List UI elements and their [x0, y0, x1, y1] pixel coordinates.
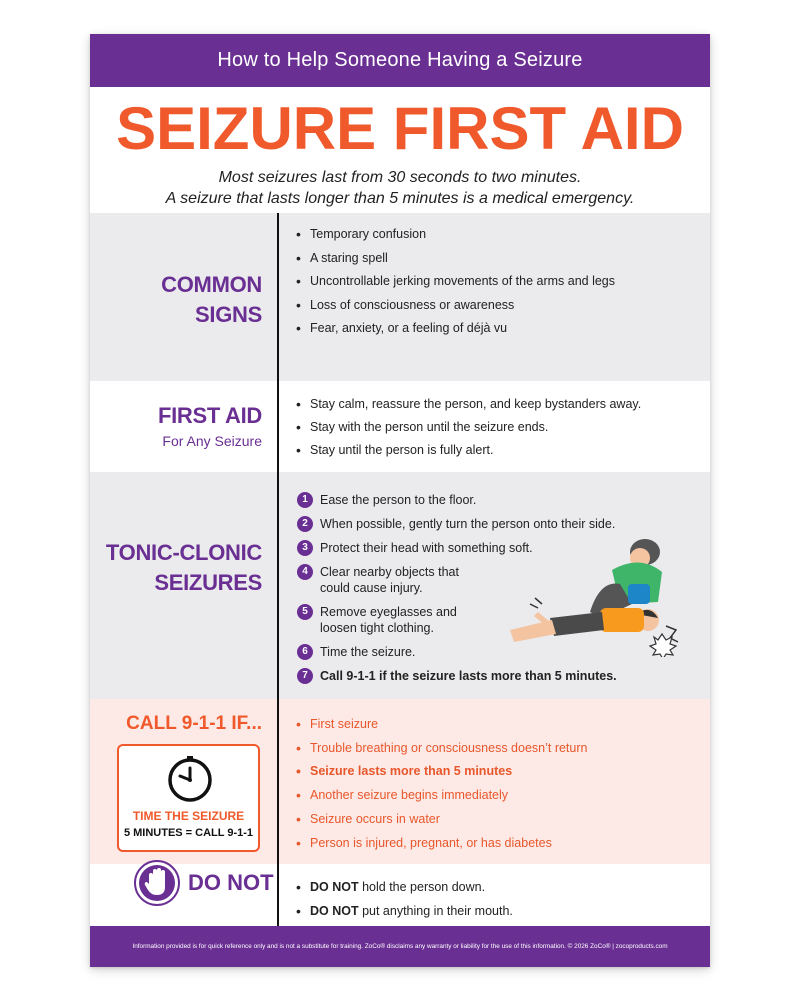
list-item: • Seizure lasts more than 5 minutes: [296, 760, 587, 784]
first-aid-label: [90, 401, 262, 451]
subtitle-line-2: A seizure that lasts longer than 5 minutes is a medical emergency.: [165, 190, 635, 207]
step-text: Clear nearby objects that could cause injury.: [320, 565, 459, 595]
list-item: • Loss of consciousness or awareness: [296, 294, 615, 318]
list-item: • Fear, anxiety, or a feeling of déjà vu: [296, 317, 615, 341]
call-911-list: [296, 713, 587, 855]
common-signs-label-line-2: SIGNS: [195, 302, 262, 327]
list-item: • Another seizure begins immediately: [296, 784, 587, 808]
common-signs-list: [296, 223, 615, 341]
do-not-emphasis: DO NOT: [310, 903, 359, 918]
common-signs-section: [90, 213, 710, 381]
do-not-emphasis: DO NOT: [310, 880, 359, 894]
list-item: • Uncontrollable jerking movements of the arms and legs: [296, 270, 615, 294]
list-item: • Stay until the person is fully alert.: [296, 439, 641, 462]
common-signs-label-line-1: COMMON: [161, 272, 262, 297]
common-signs-label: [90, 270, 262, 330]
do-not-label-group: [134, 860, 274, 906]
step-text: Protect their head with something soft.: [320, 541, 533, 555]
list-item: [297, 668, 617, 684]
list-item: [296, 876, 593, 900]
list-item: [297, 492, 617, 508]
do-not-text: hold the person down.: [358, 880, 486, 894]
list-item: • First seizure: [296, 713, 587, 737]
do-not-label: DO NOT: [188, 870, 274, 895]
tonic-clonic-label: [90, 538, 262, 598]
list-item: • A staring spell: [296, 247, 615, 271]
list-item: • Seizure occurs in water: [296, 808, 587, 832]
list-item: • Trouble breathing or consciousness doesn’t return: [296, 737, 587, 761]
subtitle: [90, 167, 710, 209]
step-number-badge: 3: [297, 540, 313, 556]
step-number-badge: 6: [297, 644, 313, 660]
tonic-clonic-label-line-2: SEIZURES: [154, 570, 262, 595]
list-item: • Stay calm, reassure the person, and keep bystanders away.: [296, 393, 641, 416]
list-item: • Person is injured, pregnant, or has diabetes: [296, 832, 587, 856]
tonic-clonic-label-line-1: TONIC-CLONIC: [105, 540, 262, 565]
list-item: [297, 604, 472, 636]
list-item: [297, 564, 472, 596]
first-aid-list: [296, 393, 641, 462]
call-911-section: [90, 699, 710, 864]
list-item: • Stay with the person until the seizure ends.: [296, 416, 641, 439]
stop-hand-icon: [134, 860, 180, 906]
first-aid-label-title: FIRST AID: [157, 403, 262, 428]
page-title: SEIZURE FIRST AID: [116, 95, 684, 162]
step-number-badge: 4: [297, 564, 313, 580]
step-text: Ease the person to the floor.: [320, 493, 477, 507]
step-number-badge: 7: [297, 668, 313, 684]
step-number-badge: 2: [297, 516, 313, 532]
do-not-text: put anything in their mouth.: [358, 903, 513, 918]
list-item: [296, 900, 593, 924]
step-text: Call 9-1-1 if the seizure lasts more than 5 minutes.: [320, 669, 617, 683]
call-911-label: CALL 9-1-1 IF...: [126, 713, 262, 734]
timer-box: [117, 744, 260, 852]
timer-caption: TIME THE SEIZURE: [132, 809, 245, 823]
timer-rule: 5 MINUTES = CALL 9-1-1: [123, 827, 254, 839]
subtitle-line-1: Most seizures last from 30 seconds to two minutes.: [218, 169, 582, 186]
first-aid-sublabel: For Any Seizure: [162, 433, 262, 449]
first-aid-section: [90, 381, 710, 472]
step-number-badge: 5: [297, 604, 313, 620]
step-number-badge: 1: [297, 492, 313, 508]
list-item: • Temporary confusion: [296, 223, 615, 247]
poster: [90, 34, 710, 967]
tonic-clonic-section: [90, 472, 710, 699]
first-aid-illustration: [490, 522, 690, 657]
column-divider: [277, 213, 279, 926]
step-text: Remove eyeglasses and loosen tight clothing.: [320, 605, 457, 635]
footer-disclaimer: Information provided is for quick reference only and is not a substitute for training. ZoCo® disclaims any warranty or liability for the use of this information. © 2026 ZoCo® | zocoproducts.com: [132, 943, 668, 950]
step-text: When possible, gently turn the person onto their side.: [320, 517, 616, 531]
footer-bar: [90, 926, 710, 967]
header-bar: [90, 34, 710, 87]
clock-icon: [165, 754, 215, 804]
header-tagline: How to Help Someone Having a Seizure: [217, 49, 583, 71]
step-text: Time the seizure.: [320, 645, 416, 659]
